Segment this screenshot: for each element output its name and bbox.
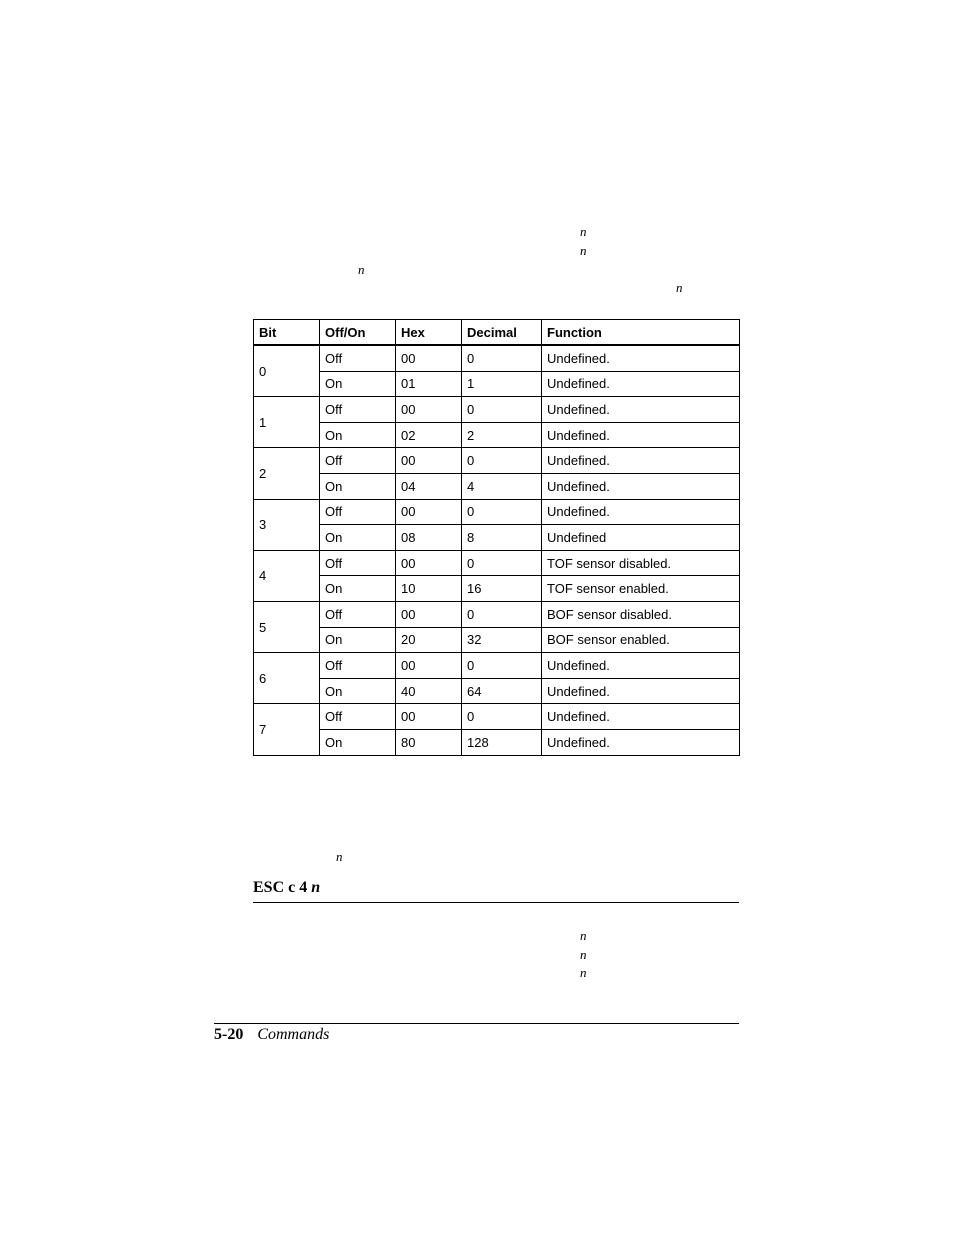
bit-number: 1: [254, 397, 320, 448]
hex-cell: 20: [396, 627, 462, 653]
table-row: [254, 448, 740, 474]
decimal-cell: 2: [462, 422, 542, 448]
table-row: [254, 422, 740, 448]
state-cell: On: [320, 678, 396, 704]
function-cell: Undefined.: [542, 397, 740, 423]
chapter-title: Commands: [257, 1026, 330, 1043]
table-row: [254, 704, 740, 730]
param-marker: n: [358, 262, 365, 277]
state-cell: On: [320, 729, 396, 755]
function-cell: Undefined.: [542, 448, 740, 474]
table-header-row: [254, 320, 740, 346]
state-cell: Off: [320, 499, 396, 525]
state-cell: On: [320, 627, 396, 653]
hex-cell: 00: [396, 550, 462, 576]
table-row: [254, 729, 740, 755]
state-cell: Off: [320, 601, 396, 627]
decimal-cell: 16: [462, 576, 542, 602]
table-row: [254, 653, 740, 679]
section-divider: [253, 902, 739, 903]
param-marker: n: [580, 965, 587, 980]
table-row: [254, 525, 740, 551]
hex-cell: 00: [396, 448, 462, 474]
bit-number: 5: [254, 601, 320, 652]
state-cell: On: [320, 473, 396, 499]
function-cell: BOF sensor enabled.: [542, 627, 740, 653]
state-cell: Off: [320, 448, 396, 474]
hex-cell: 10: [396, 576, 462, 602]
section-heading: [253, 878, 320, 898]
function-cell: Undefined: [542, 525, 740, 551]
table-row: [254, 627, 740, 653]
decimal-cell: 0: [462, 653, 542, 679]
state-cell: On: [320, 422, 396, 448]
param-marker: n: [580, 243, 587, 258]
hex-cell: 00: [396, 653, 462, 679]
hex-cell: 00: [396, 704, 462, 730]
hex-cell: 00: [396, 499, 462, 525]
command-param: n: [311, 879, 321, 896]
function-cell: Undefined.: [542, 729, 740, 755]
table-row: [254, 345, 740, 371]
decimal-cell: 0: [462, 345, 542, 371]
decimal-cell: 64: [462, 678, 542, 704]
state-cell: Off: [320, 345, 396, 371]
decimal-cell: 0: [462, 499, 542, 525]
bit-function-table: [253, 319, 740, 756]
hex-cell: 40: [396, 678, 462, 704]
decimal-cell: 0: [462, 550, 542, 576]
decimal-cell: 0: [462, 397, 542, 423]
page-number: 5-20: [214, 1026, 244, 1043]
decimal-cell: 128: [462, 729, 542, 755]
state-cell: On: [320, 525, 396, 551]
bit-number: 3: [254, 499, 320, 550]
state-cell: Off: [320, 653, 396, 679]
table-row: [254, 499, 740, 525]
param-marker: n: [580, 947, 587, 962]
table-row: [254, 678, 740, 704]
hex-cell: 02: [396, 422, 462, 448]
footer-divider: [214, 1023, 739, 1024]
state-cell: On: [320, 576, 396, 602]
hex-cell: 04: [396, 473, 462, 499]
hex-cell: 01: [396, 371, 462, 397]
header-decimal: Decimal: [462, 320, 542, 346]
function-cell: Undefined.: [542, 371, 740, 397]
function-cell: Undefined.: [542, 345, 740, 371]
table-row: [254, 397, 740, 423]
hex-cell: 00: [396, 601, 462, 627]
state-cell: Off: [320, 397, 396, 423]
hex-cell: 08: [396, 525, 462, 551]
state-cell: On: [320, 371, 396, 397]
decimal-cell: 0: [462, 601, 542, 627]
bit-number: 4: [254, 550, 320, 601]
bit-number: 7: [254, 704, 320, 755]
decimal-cell: 4: [462, 473, 542, 499]
state-cell: Off: [320, 704, 396, 730]
function-cell: Undefined.: [542, 678, 740, 704]
param-marker: n: [580, 224, 587, 239]
table-row: [254, 576, 740, 602]
table-row: [254, 550, 740, 576]
decimal-cell: 0: [462, 448, 542, 474]
table-row: [254, 371, 740, 397]
hex-cell: 00: [396, 397, 462, 423]
function-cell: BOF sensor disabled.: [542, 601, 740, 627]
hex-cell: 00: [396, 345, 462, 371]
header-bit: Bit: [254, 320, 320, 346]
header-hex: Hex: [396, 320, 462, 346]
hex-cell: 80: [396, 729, 462, 755]
function-cell: TOF sensor disabled.: [542, 550, 740, 576]
function-cell: TOF sensor enabled.: [542, 576, 740, 602]
function-cell: Undefined.: [542, 704, 740, 730]
bit-number: 2: [254, 448, 320, 499]
function-cell: Undefined.: [542, 653, 740, 679]
param-marker: n: [580, 928, 587, 943]
decimal-cell: 0: [462, 704, 542, 730]
header-function: Function: [542, 320, 740, 346]
param-marker: n: [336, 849, 343, 864]
param-marker: n: [676, 280, 683, 295]
page-footer: [214, 1025, 329, 1045]
bit-number: 0: [254, 345, 320, 397]
function-cell: Undefined.: [542, 473, 740, 499]
function-cell: Undefined.: [542, 422, 740, 448]
function-cell: Undefined.: [542, 499, 740, 525]
command-name: ESC c 4: [253, 879, 308, 896]
decimal-cell: 8: [462, 525, 542, 551]
decimal-cell: 1: [462, 371, 542, 397]
table-row: [254, 473, 740, 499]
header-off-on: Off/On: [320, 320, 396, 346]
state-cell: Off: [320, 550, 396, 576]
decimal-cell: 32: [462, 627, 542, 653]
bit-number: 6: [254, 653, 320, 704]
table-row: [254, 601, 740, 627]
